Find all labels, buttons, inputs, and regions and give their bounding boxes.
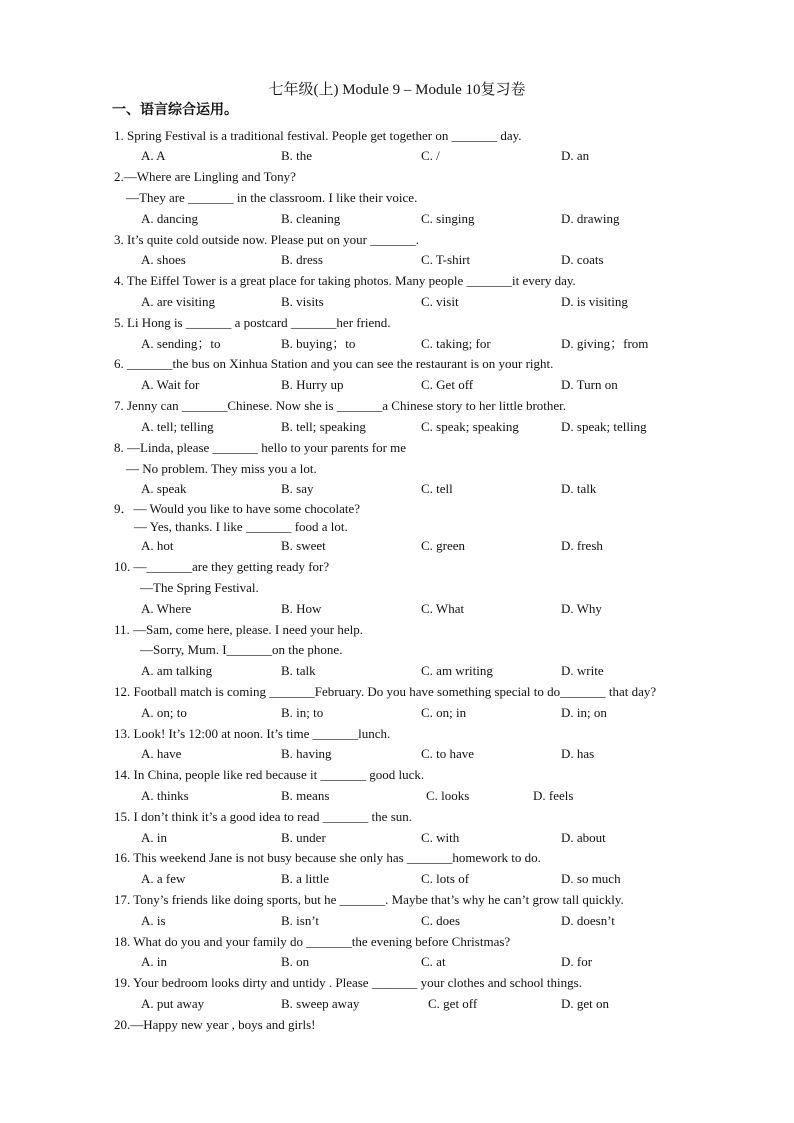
answer-option: D. for [561,954,593,969]
answer-option: B. on [281,954,310,969]
answer-option: D. in; on [561,705,607,720]
answer-option: C. looks [426,788,470,803]
answer-option: D. feels [533,788,574,803]
question-stem: 14. In China, people like red because it _______ good luck. [114,767,425,782]
answer-option: C. get off [428,996,478,1011]
answer-option: B. say [281,481,314,496]
answer-option: C. lots of [421,871,470,886]
question-stem: 9．— Would you like to have some chocolate? [114,501,361,516]
answer-option: A. have [141,746,182,761]
question-stem: 17. Tony’s friends like doing sports, but he _______. Maybe that’s why he can’t grow tall quickly. [114,892,624,907]
answer-option: C. Get off [421,377,474,392]
answer-option: B. having [281,746,332,761]
answer-option: A. speak [141,481,187,496]
answer-option: A. am talking [141,663,213,678]
page-title: 七年级(上) Module 9 – Module 10复习卷 [268,82,526,98]
answer-option: A. thinks [141,788,189,803]
question-dialog-line: —Sorry, Mum. I_______on the phone. [140,642,343,657]
question-stem: 15. I don’t think it’s a good idea to read _______ the sun. [114,809,412,824]
answer-option: B. talk [281,663,316,678]
answer-option: D. speak; telling [561,419,647,434]
answer-option: C. does [421,913,460,928]
answer-option: B. Hurry up [281,377,344,392]
answer-option: B. cleaning [281,211,341,226]
answer-option: A. dancing [141,211,199,226]
answer-option: B. visits [281,294,324,309]
answer-option: D. write [561,663,604,678]
answer-option: C. taking; for [421,336,491,351]
answer-option: D. fresh [561,538,603,553]
answer-option: D. giving；from [561,336,649,351]
answer-option: B. dress [281,252,323,267]
answer-option: A. tell; telling [141,419,214,434]
answer-option: C. am writing [421,663,493,678]
answer-option: C. to have [421,746,475,761]
answer-option: B. means [281,788,330,803]
question-stem: 1. Spring Festival is a traditional festival. People get together on _______ day. [114,128,522,143]
answer-option: D. is visiting [561,294,628,309]
question-stem: 2.—Where are Lingling and Tony? [114,169,296,184]
answer-option: D. Turn on [561,377,618,392]
answer-option: B. under [281,830,326,845]
section-heading: 一、语言综合运用。 [112,103,238,118]
answer-option: D. an [561,148,590,163]
answer-option: C. on; in [421,705,467,720]
answer-option: C. singing [421,211,475,226]
answer-option: B. sweep away [281,996,360,1011]
answer-option: D. drawing [561,211,620,226]
question-stem: 8. —Linda, please _______ hello to your parents for me [114,440,407,455]
answer-option: A. is [141,913,166,928]
answer-option: A. A [141,148,166,163]
answer-option: B. How [281,601,322,616]
answer-option: A. a few [141,871,186,886]
answer-option: B. the [281,148,313,163]
answer-option: A. sending；to [141,336,221,351]
question-stem: 5. Li Hong is _______ a postcard _______her friend. [114,315,391,330]
question-stem: 11. —Sam, come here, please. I need your help. [114,622,363,637]
answer-option: C. green [421,538,466,553]
answer-option: C. with [421,830,460,845]
answer-option: C. / [421,148,440,163]
answer-option: B. tell; speaking [281,419,366,434]
answer-option: D. has [561,746,595,761]
question-dialog-line: — No problem. They miss you a lot. [126,461,317,476]
answer-option: B. in; to [281,705,324,720]
answer-option: C. What [421,601,465,616]
answer-option: A. on; to [141,705,187,720]
answer-option: D. so much [561,871,621,886]
answer-option: A. are visiting [141,294,216,309]
answer-option: D. coats [561,252,604,267]
answer-option: C. at [421,954,446,969]
answer-option: A. in [141,830,167,845]
answer-option: D. talk [561,481,597,496]
answer-option: D. doesn’t [561,913,615,928]
answer-option: D. about [561,830,606,845]
answer-option: A. Where [141,601,192,616]
answer-option: C. tell [421,481,453,496]
question-stem: 6. _______the bus on Xinhua Station and you can see the restaurant is on your right. [114,356,554,371]
question-stem: 10. —_______are they getting ready for? [114,559,330,574]
answer-option: A. put away [141,996,205,1011]
answer-option: A. Wait for [141,377,200,392]
answer-option: D. Why [561,601,602,616]
question-dialog-line: — Yes, thanks. I like _______ food a lot. [134,519,348,534]
answer-option: C. speak; speaking [421,419,519,434]
question-stem: 4. The Eiffel Tower is a great place for taking photos. Many people _______it every day. [114,273,576,288]
question-stem: 3. It’s quite cold outside now. Please put on your _______. [114,232,419,247]
question-stem: 7. Jenny can _______Chinese. Now she is _______a Chinese story to her little brother. [114,398,567,413]
question-stem: 16. This weekend Jane is not busy because she only has _______homework to do. [114,850,541,865]
answer-option: D. get on [561,996,610,1011]
answer-option: B. buying；to [281,336,356,351]
answer-option: B. sweet [281,538,326,553]
answer-option: B. isn’t [281,913,320,928]
question-stem: 19. Your bedroom looks dirty and untidy . Please _______ your clothes and school things. [114,975,582,990]
answer-option: B. a little [281,871,330,886]
question-stem: 12. Football match is coming _______February. Do you have something special to do_______ that day? [114,684,657,699]
answer-option: C. T-shirt [421,252,471,267]
answer-option: C. visit [421,294,459,309]
question-dialog-line: —They are _______ in the classroom. I like their voice. [126,190,418,205]
question-stem: 20.—Happy new year , boys and girls! [114,1017,316,1032]
answer-option: A. hot [141,538,174,553]
answer-option: A. in [141,954,167,969]
question-dialog-line: —The Spring Festival. [140,580,259,595]
answer-option: A. shoes [141,252,186,267]
question-stem: 13. Look! It’s 12:00 at noon. It’s time _______lunch. [114,726,391,741]
question-stem: 18. What do you and your family do _______the evening before Christmas? [114,934,511,949]
